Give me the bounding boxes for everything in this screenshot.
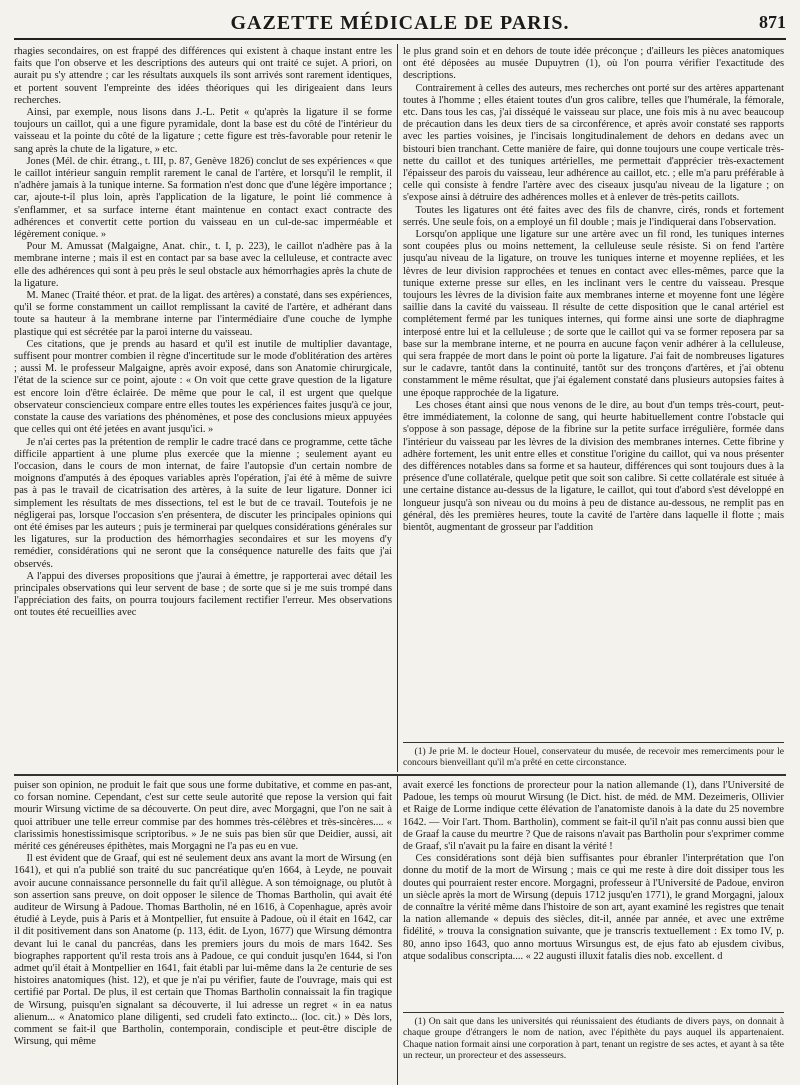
column-divider-bottom: [397, 776, 398, 1085]
footnote: (1) On sait que dans les universités qui réunissaient des étudiants de divers pays, on donnait à chaque groupe d'étrangers le nom de nation, avec l'épithète du pays auquel ils appartenaient. Chaque nation formait ainsi une corporation à part, tenant un registre de ses actes, et ayant à sa tête un recteur, un prorecteur et des assesseurs.: [403, 1016, 784, 1062]
paragraph: Je n'ai certes pas la prétention de remplir le cadre tracé dans ce programme, cette tâche difficile appartient à une plume plus exercée que la mienne ; seulement ayant eu l'occasion, dans le cours de mon internat, de faire l'autopsie d'un certain nombre de moignons d'amputés à des époques variables après l'opération, j'ai été à même de suivre pas à pas le travail de cicatrisation des artères, à la suite de leur ligature. Donner ici simplement les résultats de mes dissections, tel est le but de ce travail. Toutefois je ne négligerai pas, lorsque l'occasion s'en présentera, de discuter les principales opinions qui ont été émises par les auteurs ; puis je terminerai par quelques considérations générales sur les ligatures, sur la production des hémorrhagies secondaires et sur les moyens d'y remédier, considérations qui ne seront que la conséquence naturelle des faits que j'ai observés.: [14, 436, 392, 570]
paragraph: Pour M. Amussat (Malgaigne, Anat. chir., t. I, p. 223), le caillot n'adhère pas à la membrane interne ; mais il est en contact par sa base avec la celluleuse, et contracte avec elle des adhérences qui sont à peu près le seul obstacle aux hémorrhagies après la chute de la ligature.: [14, 241, 392, 289]
article-column-left: [14, 46, 392, 720]
paragraph: puiser son opinion, ne produit le fait que sous une forme dubitative, et comme en pas-ant, co forsan nomine. Cependant, c'est sur cette seule autorité que repose la version qui fait mourir Wirsung victime de sa découverte. On peut dire, avec Morgagni, que l'on ne sait à quoi attribuer une telle erreur commise par des hommes très-célèbres et très-sincères.... « clarissimis honestissimisque scriptoribus. » Je ne suis pas bien sûr que Deidier, aussi, ait mérité ces généreuses épithètes, mais Morgagni ne l'a pas eu en vue.: [14, 780, 392, 853]
paragraph: avait exercé les fonctions de prorecteur pour la nation allemande (1), dans l'Université de Padoue, les temps où mourut Wirsung (le Dict. hist. de méd. de MM. Dezeimeris, Ollivier et Raige de Lorme indique cette élévation de l'anatomiste danois à la date du 25 novembre 1642. — Voir l'art. Thom. Bartholin), comment se fait-il qu'il n'ait pas connu aussi bien que de Graaf la cause du meurtre ? Que de raisons n'avait pas Bartholin pour s'exprimer comme de Graaf, s'il n'avait pu la faire en disant la vérité !: [403, 780, 784, 853]
paragraph: Ainsi, par exemple, nous lisons dans J.-L. Petit « qu'après la ligature il se forme toujours un caillot, qui a une figure pyramidale, dont la base est du côté de l'intérieur du vaisseau et la pointe du côté de la ligature ; cette figure est très-favorable pour retenir le sang après la chute de la ligature, » etc.: [14, 107, 392, 155]
page-number: 871: [759, 12, 786, 32]
paragraph: le plus grand soin et en dehors de toute idée préconçue ; d'ailleurs les pièces anatomiques ont été déposées au musée Dupuytren (1), où l'on pourra vérifier l'exactitude des descriptions.: [403, 46, 784, 82]
paragraph: Il est évident que de Graaf, qui est né seulement deux ans avant la mort de Wirsung (en 1641), et qui n'a publié son traité du suc pancréatique qu'en 1664, à Leyde, ne pouvait avoir aucune connaissance personnelle du fait qu'il allègue. A son témoignage, ou plutôt à son assertion sans preuve, on doit opposer le silence de Thomas Bartholin, qui avait été auditeur de Wirsung à Padoue. Thomas Bartholin, né en 1616, à Copenhague, après avoir étudié à Leyde, puis à Paris et à Montpellier, fut ensuite à Padoue, où il était en 1642, car il dit positivement dans son Anatome (p. 113, édit. de Lyon, 1677) que Wirsung démontra devant lui le canal du pancréas, dans les premiers jours du mois de mars 1642. Ses biographes rapportent qu'il resta trois ans à Padoue, ce qui conduit jusqu'en 1644, si l'on admet qu'il était à Montpellier en 1641, fait établi par lui-même dans la 2e centurie de ses histoires anatomiques (hist. 12), et que je n'ai pu vérifier, faute de l'ouvrage, mais qui est certifié par Portal. De plus, il est certain que Thomas Bartholin connaissait la fin tragique de Wirsung, puisqu'en signalant sa découverte, il lui adresse un regret « in ea natus alienum... « Anatomico plane diligenti, sed crudeli fato extincto... (loc. cit.) » Dès lors, comment se fait-il que Bartholin, contemporain, condisciple et peut-être disciple de Wirsung, qui même: [14, 853, 392, 1048]
paragraph: Toutes les ligatures ont été faites avec des fils de chanvre, cirés, ronds et fortement serrés. Une seule fois, on a employé un fil double ; mais je l'indiquerai dans l'observation.: [403, 204, 784, 228]
paragraph: rhagies secondaires, on est frappé des différences qui existent à chaque instant entre les faits que l'on observe et les descriptions des auteurs qui ont traité ce sujet. A priori, on aurait pu s'y attendre ; car les résultats auxquels ils sont arrivés sont rarement identiques, et portent souvent l'empreinte des idées théoriques qui les dirigeaient dans leurs recherches.: [14, 46, 392, 106]
footnote-rule: [403, 742, 784, 743]
section-divider: [14, 774, 786, 776]
paragraph: Ces considérations sont déjà bien suffisantes pour ébranler l'interprétation que l'on donne du motif de la mort de Wirsung ; mais ce qui me reste à dire doit dissiper tous les doutes qui pourraient rester encore. Morgagni, professeur à l'Université de Padoue, environ un siècle après la mort de Wirsung (depuis 1712 jusqu'en 1771), le grand Morgagni, jaloux de connaître la vérité même dans l'histoire de son art, ayant examiné les registres que tenait la nation allemande « depuis des siècles, dit-il, année par année, et avec une extrême fidélité, » trouva la consignation suivante, que je transcris textuellement : Ex tomo IV, p. 80, anno ipso 1643, quo anno mortuus Wirsungus est, de ejus fato ab ejusdem civibus, atque sodalibus conscripta.... « 22 augusti illuxit fatalis dies nob. excellent. d: [403, 853, 784, 962]
page-header: [14, 6, 786, 40]
feuilleton-column-left: [14, 780, 392, 1085]
article-column-right: [403, 46, 784, 734]
feuilleton-column-right: [403, 780, 784, 1008]
footnote: (1) Je prie M. le docteur Houel, conservateur du musée, de recevoir mes remerciments pour le concours bienveillant qu'il m'a prêté en cette circonstance.: [403, 746, 784, 769]
journal-title: GAZETTE MÉDICALE DE PARIS.: [230, 12, 570, 34]
paragraph: Ces citations, que je prends au hasard et qu'il est inutile de multiplier davantage, suffisent pour montrer combien il règne d'incertitude sur le mode d'oblitération des artères ; aussi M. le professeur Malgaigne, après avoir exposé, dans son Anatomie chirurgicale, l'état de la science sur ce point, ajoute : « On voit que cette grave question de la ligature est encore loin d'être éclairée. De même que pour le cal, il est urgent que quelque observateur consciencieux compare entre elles toutes les expériences faites jusqu'à ce jour, constate la cause des variations des phénomènes, et pose des conclusions mieux appuyées que celles qui ont été jetées en avant jusqu'ici. »: [14, 338, 392, 436]
paragraph: Jones (Mél. de chir. étrang., t. III, p. 87, Genève 1826) conclut de ses expériences « que le caillot intérieur sanguin remplit rarement le canal de l'artère, et lorsqu'il le remplit, il n'adhère jamais à la tunique interne. Sa formation n'est donc que d'une légère importance ; car, ajoute-t-il plus loin, après l'application de la ligature, le point lié commence à s'enflammer, et sa surface interne étant maintenue en contact exact contracte des adhérences et convertit cette portion du vaisseau en un cul-de-sac imperméable et légèrement conique. »: [14, 155, 392, 241]
footnote-rule: [403, 1012, 784, 1013]
paragraph: M. Manec (Traité théor. et prat. de la ligat. des artères) a constaté, dans ses expériences, qu'il se forme constamment un caillot remplissant la cavité de l'artère, et adhérant dans toute sa hauteur à la membrane interne par l'intermédiaire d'une couche de lymphe plastique qui est sécrétée par la paroi interne du vaisseau.: [14, 290, 392, 338]
paragraph: Contrairement à celles des auteurs, mes recherches ont porté sur des artères appartenant toutes à l'homme ; elles étaient toutes d'un gros calibre, telles que l'humérale, la fémorale, etc. Dans tous les cas, j'ai disséqué le vaisseau sur place, une fois mis à nu avec beaucoup de précaution dans les deux tiers de sa circonférence, et après avoir constaté ses rapports avec les parties voisines, je l'incisais longitudinalement de dehors en dedans avec un bistouri bien tranchant. Cette manière de faire, qui donne toujours une coupe verticale très-nette du caillot et des tuniques artérielles, me permettait d'apprécier très-exactement l'épaisseur des parois du vaisseau, leur adhérence au caillot, etc. ; elle m'a paru préférable à celle qui consiste à fendre l'artère avec des ciseaux jusqu'au niveau de la ligature ; on s'expose ainsi à détruire des adhérences molles et à enlever de très-petits caillots.: [403, 82, 784, 204]
paragraph: A l'appui des diverses propositions que j'aurai à émettre, je rapporterai avec détail les principales observations qui leur servent de base ; de sorte que si je me suis trompé dans l'appréciation des faits, on pourra toujours facilement rectifier l'erreur. Mes observations ont toutes été recueillies avec: [14, 570, 392, 619]
paragraph: Les choses étant ainsi que nous venons de le dire, au bout d'un temps très-court, peut-être immédiatement, la colonne de sang, qui heurte habituellement contre l'obstacle qui s'oppose à son passage, dépose de la fibrine sur la petite surface irrégulière, formée dans l'intérieur du vaisseau par les lèvres de la division des membranes internes. Cette fibrine y adhère fortement, les unit entre elles et constitue l'origine du caillot, qui va nous présenter des différences notables dans sa forme et sa hauteur, différences qui sont toujours dues à la présence d'une collatérale, quelque petit que soit son calibre. Si cette collatérale est située à une certaine distance au-dessus de la ligature, le caillot, qui tout d'abord s'est développé en longueur jusqu'à son niveau ou du moins à peu de distance au-dessous, ne remplit pas en général, dès les premières heures, toute la cavité de l'artère dans laquelle il flotte ; mais bientôt, augmentant de grosseur par l'addition: [403, 399, 784, 533]
column-divider-top: [397, 44, 398, 772]
paragraph: Lorsqu'on applique une ligature sur une artère avec un fil rond, les tuniques internes sont coupées plus ou moins nettement, la celluleuse seule résiste. Si on fend l'artère jusqu'au niveau de la ligature, on trouve les tuniques interne et moyenne repliées, et les lèvres de leur division rapprochées et tenues en contact avec elles-mêmes, parce que la tunique externe presse sur elles, en les inclinant vers le centre du vaisseau. Presque toujours les lèvres de la division faite aux membranes interne et moyenne font une légère saillie dans la cavité du vaisseau. Il résulte de cette disposition que le canal artériel est complétement fermé par les tuniques internes, qui forme ainsi une sorte de diaphragme interposé entre lui et la celluleuse ; de sorte que le caillot qui va se former reposera par sa base sur la membrane interne, et ne pourra en aucune façon venir adhérer à la celluleuse, qui sera frappée de mort dans le point où porte la ligature. J'ai fait de nombreuses ligatures sur le cadavre, tantôt dans la continuité, tantôt sur des tronçons d'artères, et j'ai obtenu constamment le même résultat, que j'ai également constaté dans plusieurs autopsies faites à une époque rapprochée de la ligature.: [403, 229, 784, 399]
